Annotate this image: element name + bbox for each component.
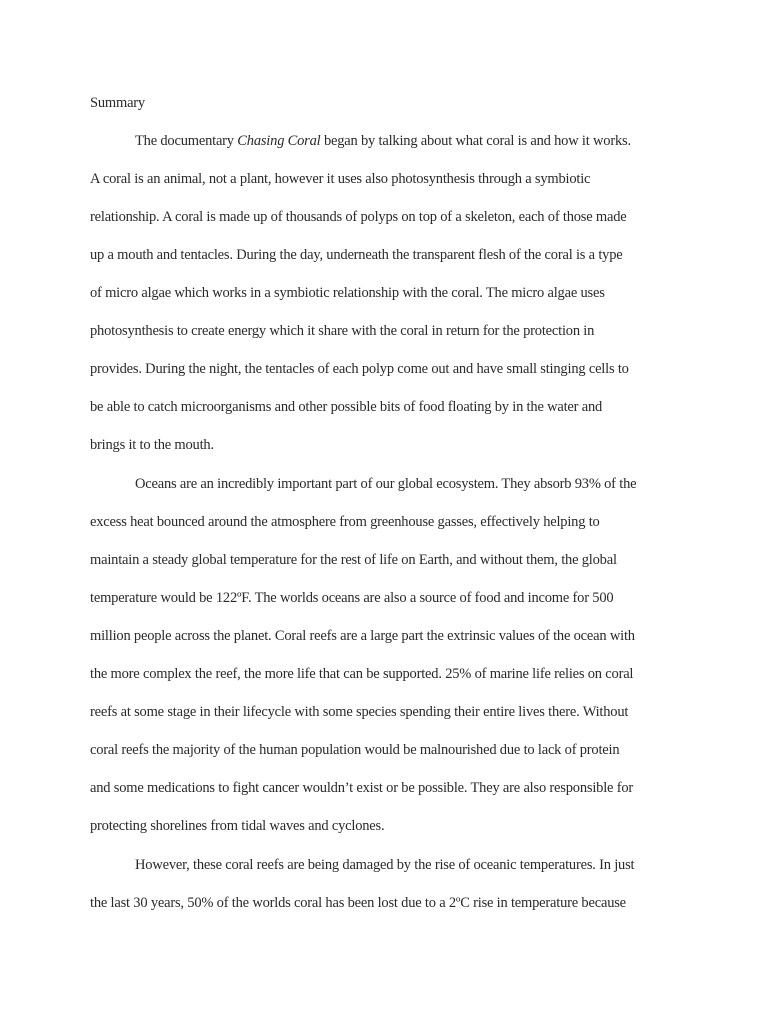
- paragraph-line: the more complex the reef, the more life that can be supported. 25% of marine life relies on coral: [90, 666, 634, 682]
- paragraph-line: excess heat bounced around the atmosphere from greenhouse gasses, effectively helping to: [90, 514, 600, 530]
- paragraph-line: of micro algae which works in a symbiotic relationship with the coral. The micro algae uses: [90, 285, 605, 301]
- paragraph-line: protecting shorelines from tidal waves and cyclones.: [90, 818, 385, 834]
- paragraph-line: relationship. A coral is made up of thousands of polyps on top of a skeleton, each of those made: [90, 209, 627, 225]
- paragraph-line: brings it to the mouth.: [90, 437, 214, 453]
- paragraph-line: Oceans are an incredibly important part of our global ecosystem. They absorb 93% of the: [135, 476, 637, 492]
- paragraph-line: provides. During the night, the tentacles of each polyp come out and have small stinging cells to: [90, 361, 629, 377]
- paragraph-line: and some medications to fight cancer wouldn’t exist or be possible. They are also responsible for: [90, 780, 634, 796]
- paragraph-line: reefs at some stage in their lifecycle with some species spending their entire lives there. Without: [90, 704, 629, 720]
- paragraph-line: However, these coral reefs are being damaged by the rise of oceanic temperatures. In just: [135, 857, 635, 873]
- page-heading: Summary: [90, 95, 145, 111]
- paragraph-line: A coral is an animal, not a plant, however it uses also photosynthesis through a symbiotic: [90, 171, 591, 187]
- text-run: The documentary: [135, 133, 238, 149]
- paragraph-line: photosynthesis to create energy which it share with the coral in return for the protection in: [90, 323, 595, 339]
- film-title: Chasing Coral: [237, 133, 321, 149]
- paragraph-line: maintain a steady global temperature for the rest of life on Earth, and without them, the global: [90, 552, 617, 568]
- text-run: began by talking about what coral is and how it works.: [320, 133, 631, 149]
- paragraph-line: be able to catch microorganisms and other possible bits of food floating by in the water and: [90, 399, 603, 415]
- paragraph-line: coral reefs the majority of the human population would be malnourished due to lack of protein: [90, 742, 620, 758]
- paragraph-line: up a mouth and tentacles. During the day, underneath the transparent flesh of the coral is a type: [90, 247, 623, 263]
- paragraph-line: temperature would be 122ºF. The worlds oceans are also a source of food and income for 500: [90, 590, 614, 606]
- paragraph-line: the last 30 years, 50% of the worlds coral has been lost due to a 2ºC rise in temperature because: [90, 895, 626, 911]
- paragraph-line: million people across the planet. Coral reefs are a large part the extrinsic values of the ocean with: [90, 628, 635, 644]
- paragraph-line: [135, 131, 631, 151]
